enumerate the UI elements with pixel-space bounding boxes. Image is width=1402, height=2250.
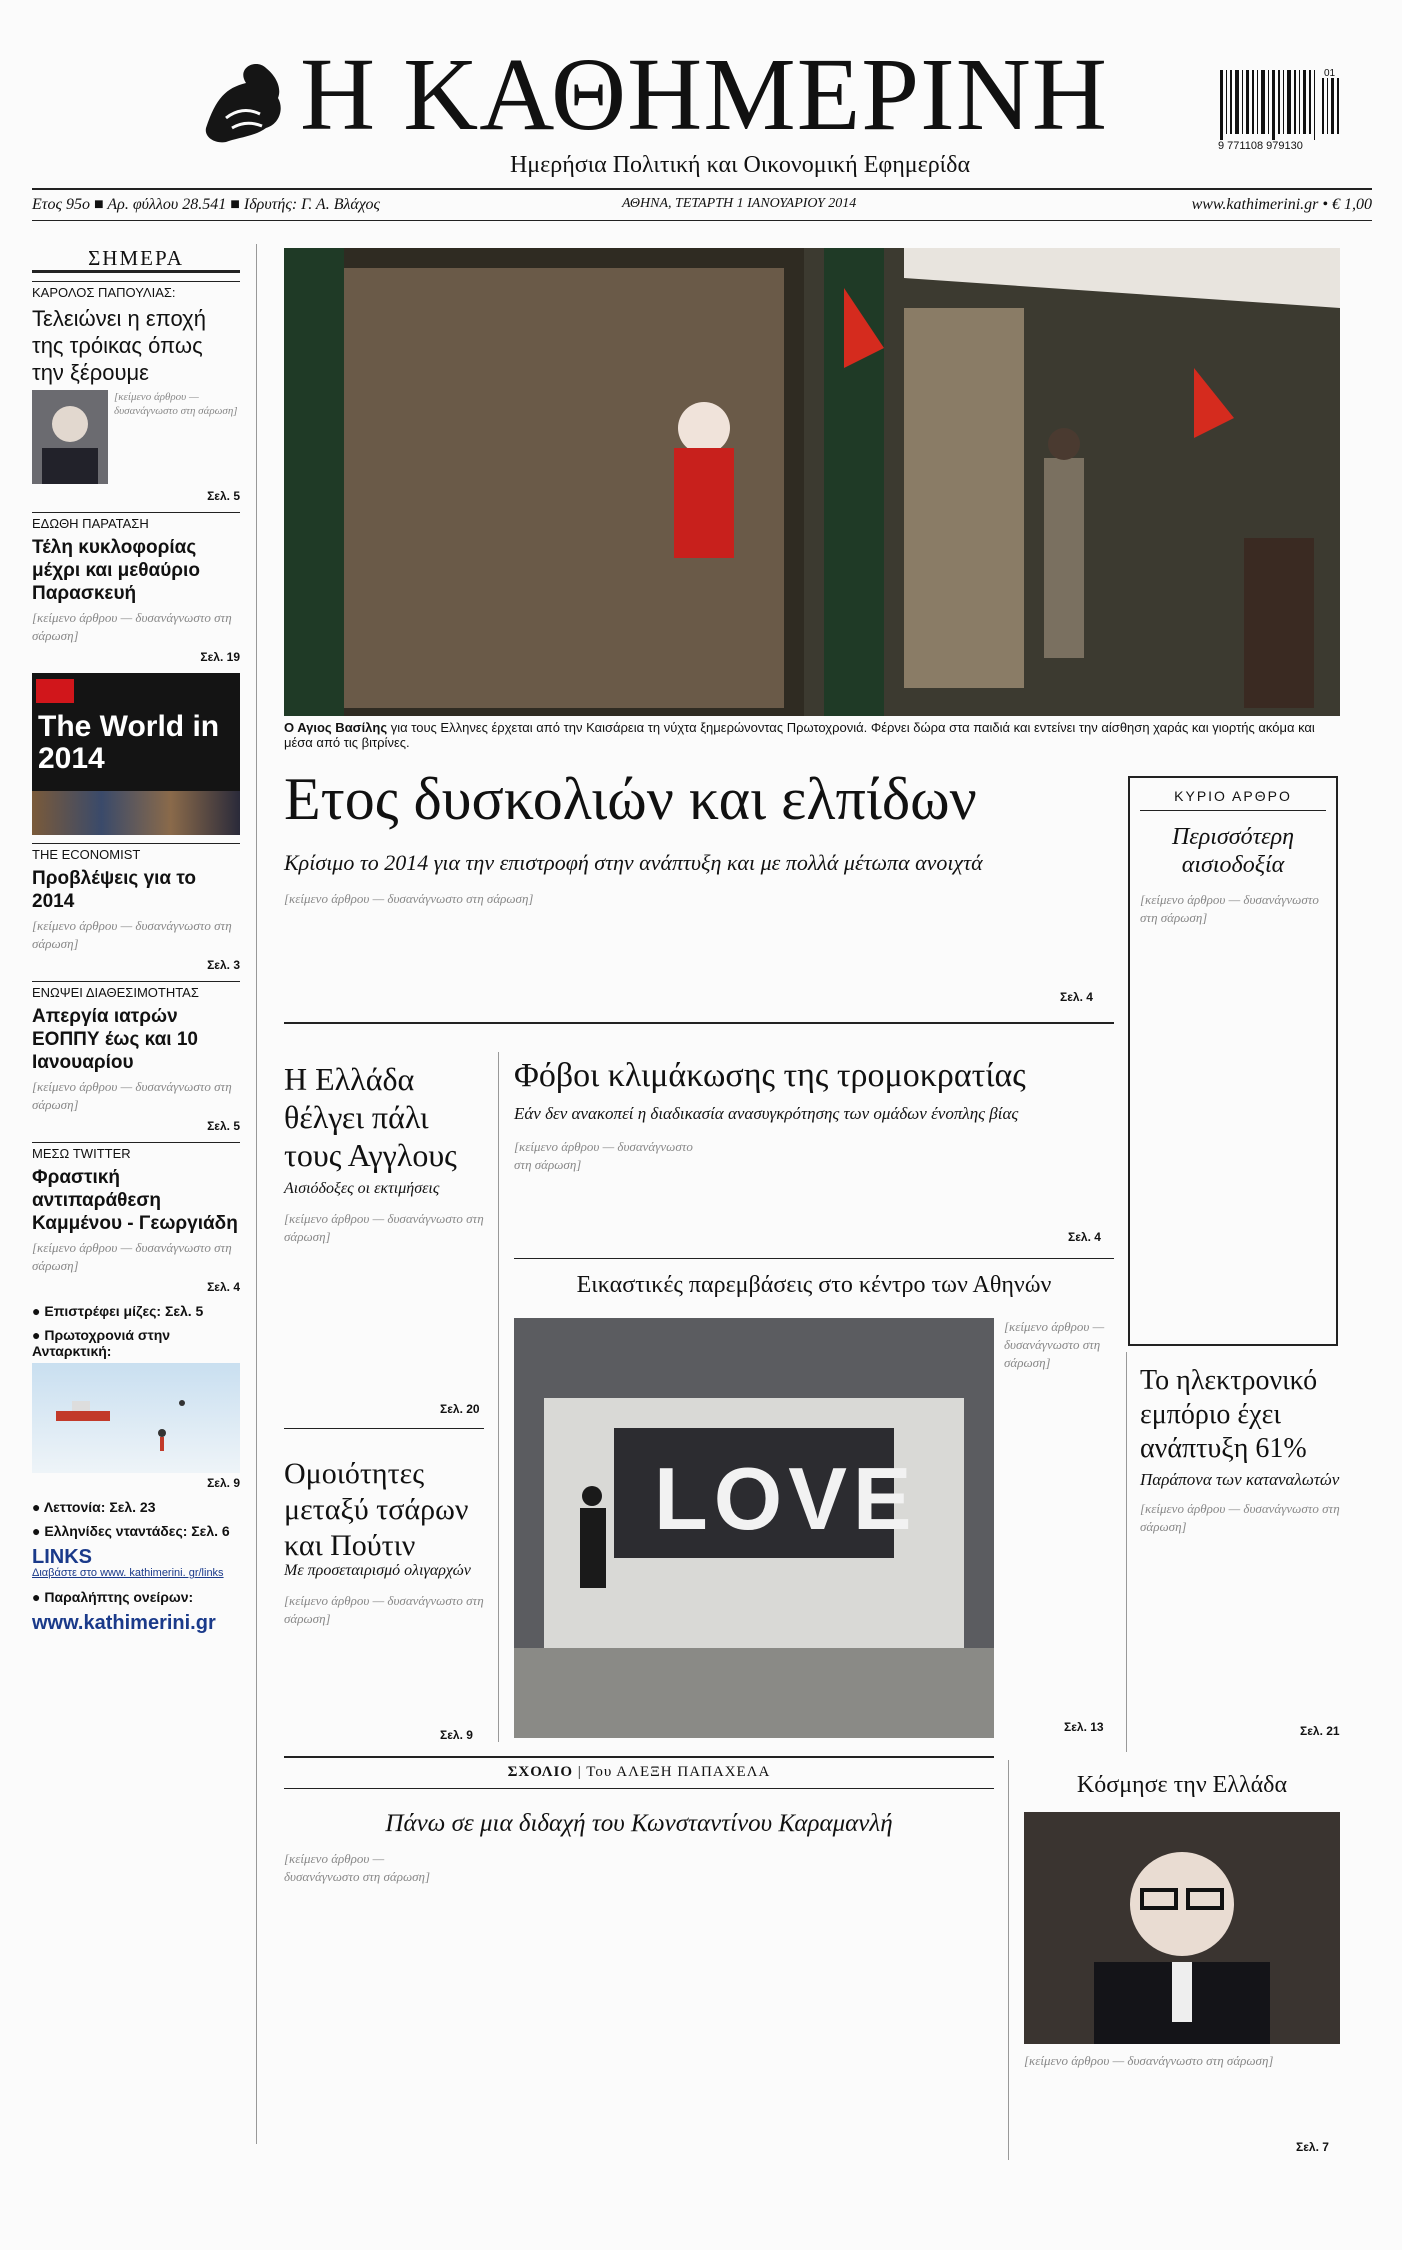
papoulias-photo — [32, 390, 108, 484]
barcode-number: 9 771108 979130 — [1218, 140, 1303, 152]
sidebar-bullet[interactable]: ● Ελληνίδες νταντάδες: Σελ. 6 — [32, 1523, 230, 1539]
portrait-headline[interactable]: Κόσμησε την Ελλάδα — [1076, 1772, 1288, 1798]
sidebar-bullet[interactable]: ● Επιστρέφει μίζες: Σελ. 5 — [32, 1303, 204, 1319]
caption-text: για τους Ελληνες έρχεται από την Καισάρεια τη νύχτα ξημερώνοντας Πρωτοχρονιά. Φέρνει δώρα στα παιδιά και εντείνει την αίσθηση χαράς και γιορτής ακόμα και μέσα από τις βιτρίνες. — [284, 720, 1315, 750]
article-text: [κείμενο άρθρου — δυσανάγνωστο στη σάρωση] — [114, 391, 238, 417]
article-text: [κείμενο άρθρου — δυσανάγνωστο στη σάρωση] — [32, 1240, 232, 1273]
lead-headline[interactable]: Ετος δυσκολιών και ελπίδων — [284, 766, 977, 832]
masthead-title: Η ΚΑΘΗΜΕΡΙΝΗ — [300, 37, 1108, 152]
lead-deck: Κρίσιμο το 2014 για την επιστροφή στην ανάπτυξη και με πολλά μέτωπα ανοιχτά — [284, 850, 983, 875]
comment-body — [284, 1850, 994, 1886]
economist-logo-icon — [36, 679, 74, 703]
tsars-deck: Με προσεταιρισμό ολιγαρχών — [284, 1562, 471, 1579]
article-text: [κείμενο άρθρου — δυσανάγνωστο στη σάρωση] — [284, 1211, 484, 1244]
page-ref[interactable]: Σελ. 7 — [1296, 2140, 1329, 2154]
economist-promo-title: The World in 2014 — [38, 710, 220, 775]
sidebar-kicker: THE ECONOMIST — [32, 843, 240, 863]
article-text: [κείμενο άρθρου — δυσανάγνωστο στη σάρωση] — [32, 610, 232, 643]
article-text: [κείμενο άρθρου — δυσανάγνωστο στη σάρωση] — [284, 1851, 431, 1884]
sidebar-kicker: ΚΑΡΟΛΟΣ ΠΑΠΟΥΛΙΑΣ: — [32, 281, 240, 301]
page-ref[interactable]: Σελ. 9 — [440, 1728, 473, 1742]
page-ref[interactable]: Σελ. 21 — [1300, 1724, 1340, 1738]
comment-label: ΣΧΟΛΙΟ — [507, 1764, 574, 1780]
comment-headline[interactable]: Πάνω σε μια διδαχή του Κωνσταντίνου Καραμανλή — [385, 1810, 893, 1837]
editorial-headline[interactable]: Περισσότερη αισιοδοξία — [1171, 824, 1295, 878]
lead-photo-caption — [284, 720, 1340, 750]
folio-issue-info: Ετος 95ο ■ Αρ. φύλλου 28.541 ■ Ιδρυτής: Γ. Α. Βλάχος — [32, 196, 380, 213]
caption-bold: Ο Αγιος Βασίλης — [284, 720, 388, 735]
economist-promo[interactable] — [32, 673, 240, 835]
article-text: [κείμενο άρθρου — δυσανάγνωστο στη σάρωση] — [32, 1079, 232, 1112]
sidebar-headline[interactable]: Προβλέψεις για το 2014 — [32, 868, 196, 912]
page-ref[interactable]: Σελ. 13 — [1064, 1720, 1104, 1734]
article-text: [κείμενο άρθρου — δυσανάγνωστο στη σάρωση] — [1004, 1319, 1105, 1370]
folio-line — [32, 190, 1372, 220]
article-text: [κείμενο άρθρου — δυσανάγνωστο στη σάρωση] — [1024, 2053, 1274, 2068]
sidebar-bullet[interactable]: ● Λεττονία: Σελ. 23 — [32, 1499, 156, 1515]
angels-deck: Αισιόδοξες οι εκτιμήσεις — [284, 1180, 440, 1197]
article-text: [κείμενο άρθρου — δυσανάγνωστο στη σάρωση] — [32, 918, 232, 951]
page-ref[interactable]: Σελ. 3 — [207, 958, 240, 972]
portrait-illustration — [1024, 1812, 1340, 2044]
barcode — [1218, 68, 1346, 160]
links-line[interactable]: Διαβάστε στο www. kathimerini. gr/links — [32, 1567, 224, 1579]
sidebar-bullet[interactable]: ● Παραλήπτης ονείρων: — [32, 1589, 194, 1605]
sidebar-headline[interactable]: Απεργία ιατρών ΕΟΠΠΥ έως και 10 Ιανουαρίου — [32, 1006, 198, 1073]
page-ref[interactable]: Σελ. 4 — [1068, 1230, 1101, 1244]
promo-strip — [32, 791, 240, 835]
links-title: LINKS — [32, 1546, 92, 1568]
page-ref[interactable]: Σελ. 5 — [207, 489, 240, 503]
article-text: [κείμενο άρθρου — δυσανάγνωστο στη σάρωση] — [284, 891, 534, 906]
terror-deck: Εάν δεν ανακοπεί η διαδικασία ανασυγκρότησης των ομάδων ένοπλης βίας — [514, 1104, 1019, 1123]
art-headline[interactable]: Εικαστικές παρεμβάσεις στο κέντρο των Αθηνών — [576, 1272, 1052, 1298]
christmas-window-illustration — [284, 248, 1340, 716]
lead-photo — [284, 248, 1340, 716]
article-text: [κείμενο άρθρου — δυσανάγνωστο στη σάρωση] — [284, 1593, 484, 1626]
angels-headline[interactable]: Η Ελλάδα θέλγει πάλι τους Αγγλους — [284, 1061, 457, 1173]
comment-byline: ΣΧΟΛΙΟ | Του ΑΛΕΞΗ ΠΑΠΑΧΕΛΑ — [507, 1764, 771, 1780]
page-ref[interactable]: Σελ. 20 — [440, 1402, 480, 1416]
sidebar-bullet[interactable]: ● Πρωτοχρονιά στην Ανταρκτική: — [32, 1327, 171, 1359]
page-ref[interactable]: Σελ. 19 — [200, 650, 240, 664]
article-text: [κείμενο άρθρου — δυσανάγνωστο στη σάρωση] — [514, 1139, 693, 1172]
terror-headline[interactable]: Φόβοι κλιμάκωσης της τρομοκρατίας — [514, 1057, 1026, 1094]
love-photo — [514, 1318, 994, 1738]
folio-date: ΑΘΗΝΑ, ΤΕΤΑΡΤΗ 1 ΙΑΝΟΥΑΡΙΟΥ 2014 — [622, 196, 857, 211]
site-link[interactable]: www.kathimerini.gr — [32, 1612, 216, 1634]
tsars-headline[interactable]: Ομοιότητες μεταξύ τσάρων και Πούτιν — [284, 1457, 469, 1562]
comment-author: Του ΑΛΕΞΗ ΠΑΠΑΧΕΛΑ — [586, 1764, 771, 1780]
sidebar-title: ΣΗΜΕΡΑ — [32, 250, 240, 273]
portrait-photo — [1024, 1812, 1340, 2044]
page-ref[interactable]: Σελ. 5 — [207, 1119, 240, 1133]
editorial-label: ΚΥΡΙΟ ΑΡΘΡΟ — [1140, 788, 1326, 811]
sidebar-headline[interactable]: Τέλη κυκλοφορίας μέχρι και μεθαύριο Παρασκευή — [32, 537, 200, 604]
sidebar-kicker: ΕΔΩΘΗ ΠΑΡΑΤΑΣΗ — [32, 512, 240, 532]
phoenix-logo-icon — [196, 58, 288, 146]
sidebar-kicker: ΜΕΣΩ TWITTER — [32, 1142, 240, 1162]
sidebar-kicker: ΕΝΩΨΕΙ ΔΙΑΘΕΣΙΜΟΤΗΤΑΣ — [32, 981, 240, 1001]
sidebar-headline[interactable]: Φραστική αντιπαράθεση Καμμένου - Γεωργιάδη — [32, 1167, 238, 1234]
folio-price: www.kathimerini.gr • € 1,00 — [1191, 196, 1372, 213]
article-text: [κείμενο άρθρου — δυσανάγνωστο στη σάρωση] — [1140, 1501, 1340, 1534]
ship-icon — [32, 1363, 240, 1473]
page-ref[interactable]: Σελ. 9 — [207, 1476, 240, 1490]
love-letters: LOVE — [654, 1449, 918, 1548]
sidebar — [32, 244, 240, 2164]
editorial-box — [1128, 776, 1338, 1346]
barcode-issue: 01 — [1324, 68, 1336, 79]
masthead-subtitle: Ημερήσια Πολιτική και Οικονομική Εφημερίδα — [509, 152, 971, 178]
article-text: [κείμενο άρθρου — δυσανάγνωστο στη σάρωση] — [1140, 892, 1319, 925]
page-ref[interactable]: Σελ. 4 — [207, 1280, 240, 1294]
sidebar-headline[interactable]: Τελειώνει η εποχή της τρόικας όπως την ξέρουμε — [32, 306, 206, 385]
barcode-icon — [1218, 68, 1346, 142]
portrait-icon — [32, 390, 108, 484]
page-ref[interactable]: Σελ. 4 — [1060, 990, 1093, 1004]
lead-body — [284, 890, 1114, 1010]
terror-body — [514, 1138, 1114, 1174]
ecommerce-deck: Παράπονα των καταναλωτών — [1140, 1470, 1340, 1489]
antarctica-photo — [32, 1363, 240, 1473]
ecommerce-headline[interactable]: Το ηλεκτρονικό εμπόριο έχει ανάπτυξη 61% — [1140, 1365, 1318, 1464]
